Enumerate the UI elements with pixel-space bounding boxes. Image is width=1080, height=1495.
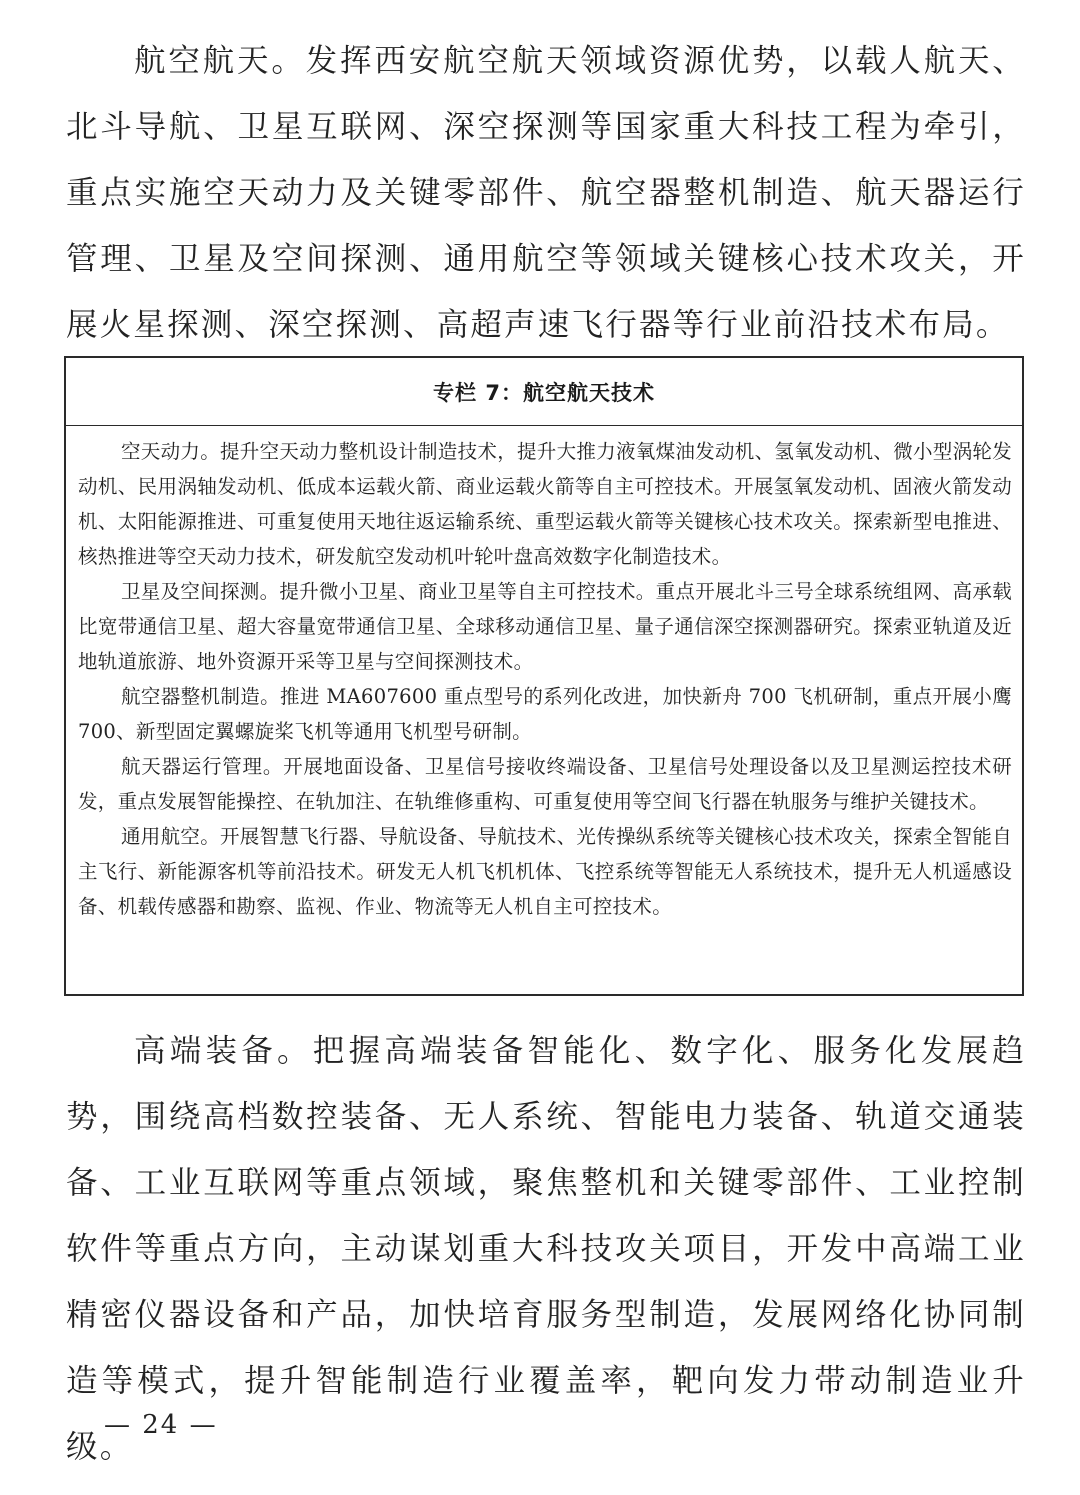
page-number: — 24 —: [104, 1410, 218, 1440]
box-item-spacecraft-operations: 航天器运行管理。开展地面设备、卫星信号接收终端设备、卫星信号处理设备以及卫星测运控技术研发，重点发展智能操控、在轨加注、在轨维修重构、可重复使用等空间飞行器在轨服务与维护关键技术。: [78, 755, 1012, 813]
sidebar-box-body: [66, 426, 1022, 924]
sidebar-box-column-7: [64, 356, 1024, 996]
box-item-aircraft-manufacturing: 航空器整机制造。推进 MA607600 重点型号的系列化改进，加快新舟 700 飞机研制，重点开展小鹰 700、新型固定翼螺旋桨飞机等通用飞机型号研制。: [78, 685, 1012, 743]
paragraph-high-end-equipment: 高端装备。把握高端装备智能化、数字化、服务化发展趋势，围绕高档数控装备、无人系统、智能电力装备、轨道交通装备、工业互联网等重点领域，聚焦整机和关键零部件、工业控制软件等重点方向，主动谋划重大科技攻关项目，开发中高端工业精密仪器设备和产品，加快培育服务型制造，发展网络化协同制造等模式，提升智能制造行业覆盖率，靶向发力带动制造业升级。: [66, 1033, 1026, 1465]
box-item-satellite-exploration: 卫星及空间探测。提升微小卫星、商业卫星等自主可控技术。重点开展北斗三号全球系统组网、高承载比宽带通信卫星、超大容量宽带通信卫星、全球移动通信卫星、量子通信深空探测器研究。探索亚轨道及近地轨道旅游、地外资源开采等卫星与空间探测技术。: [78, 580, 1013, 673]
box-item-space-power: 空天动力。提升空天动力整机设计制造技术，提升大推力液氧煤油发动机、氢氧发动机、微小型涡轮发动机、民用涡轴发动机、低成本运载火箭、商业运载火箭等自主可控技术。开展氢氧发动机、固液火箭发动机、太阳能源推进、可重复使用天地往返运输系统、重型运载火箭等关键核心技术攻关。探索新型电推进、核热推进等空天动力技术，研发航空发动机叶轮叶盘高效数字化制造技术。: [78, 440, 1013, 568]
paragraph-aerospace: 航空航天。发挥西安航空航天领域资源优势，以载人航天、北斗导航、卫星互联网、深空探测等国家重大科技工程为牵引，重点实施空天动力及关键零部件、航空器整机制造、航天器运行管理、卫星及空间探测、通用航空等领域关键核心技术攻关，开展火星探测、深空探测、高超声速飞行器等行业前沿技术布局。: [66, 43, 1026, 343]
box-item-general-aviation: 通用航空。开展智慧飞行器、导航设备、导航技术、光传操纵系统等关键核心技术攻关，探索全智能自主飞行、新能源客机等前沿技术。研发无人机飞机机体、飞控系统等智能无人系统技术，提升无人机遥感设备、机载传感器和勘察、监视、作业、物流等无人机自主可控技术。: [78, 825, 1013, 918]
sidebar-box-title: 专栏 7：航空航天技术: [66, 358, 1022, 426]
